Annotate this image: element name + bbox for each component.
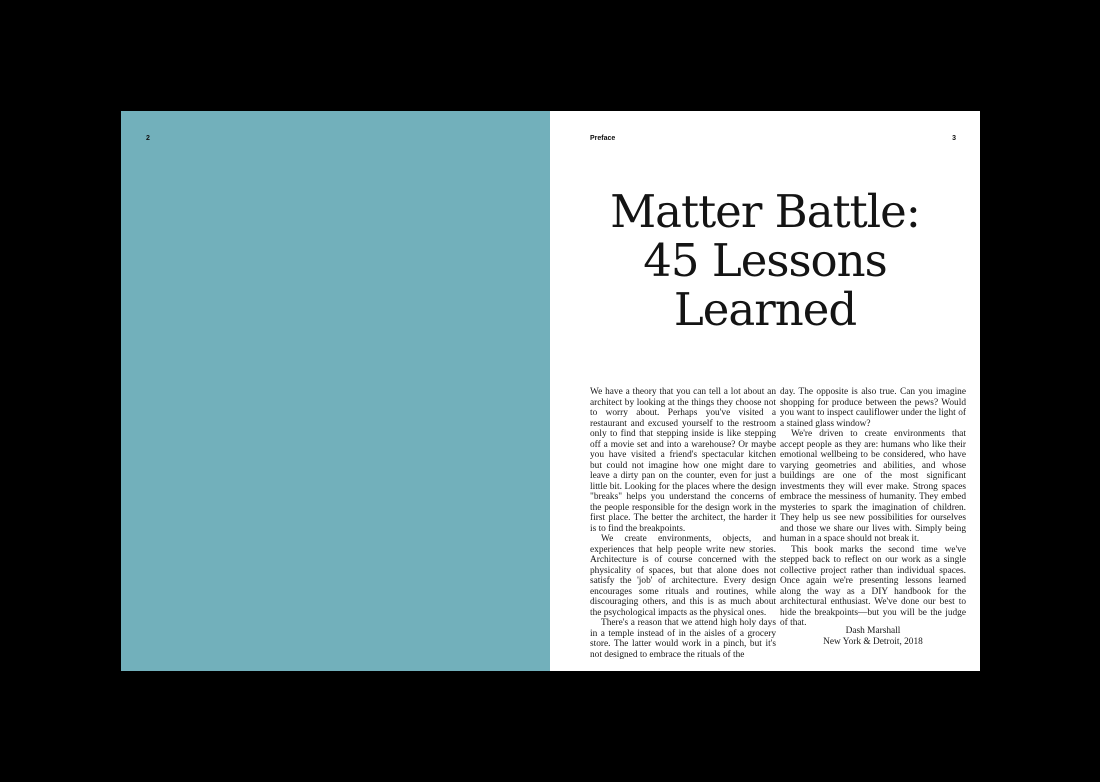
paragraph: This book marks the second time we've stepped back to reflect on our work as a single collective project rather than individual spaces. Once again we're presenting lessons learned along the way as a DIY handbook for the architectural enthusiast. We've done our best to hide the breakpoints—but you will be the judge of that.	[780, 544, 966, 628]
paragraph: We create environments, objects, and experiences that help people write new stories. Architecture is of course concerned with the physicality of spaces, but that alone does not satisfy the 'job' of architecture. Every design encourages some rituals and routines, while discouraging others, and this is as much about the psychological impacts as the physical ones.	[590, 534, 776, 618]
title-line: Learned	[673, 283, 857, 336]
signature	[780, 626, 966, 647]
paragraph: There's a reason that we attend high holy days in a temple instead of in the aisles of a grocery store. The latter would work in a pinch, but it's not designed to embrace the rituals of the	[590, 618, 776, 660]
paragraph: day. The opposite is also true. Can you imagine shopping for produce between the pews? Would you want to inspect cauliflower under the light of a stained glass window?	[780, 387, 966, 429]
right-page	[550, 111, 980, 671]
page-number-left: 2	[146, 135, 150, 142]
page-number-right: 3	[952, 135, 956, 142]
title-line: 45 Lessons	[643, 234, 887, 287]
page-title	[550, 187, 980, 334]
paragraph: We have a theory that you can tell a lot about an architect by looking at the things they choose not to worry about. Perhaps you've visited a restaurant and excused yourself to the restroom only to find that stepping inside is like stepping off a movie set and into a warehouse? Or maybe you have visited a friend's spectacular kitchen but could not imagine how one might dare to leave a dirty pan on the counter, even for just a little bit. Looking for the places where the design "breaks" helps you understand the concerns of the people responsible for the design work in the first place. The better the architect, the harder it is to find the breakpoints.	[590, 387, 776, 534]
running-head: Preface	[590, 135, 616, 142]
signature-place-date: New York & Detroit, 2018	[823, 636, 923, 647]
title-line: Matter Battle:	[610, 185, 920, 238]
signature-name: Dash Marshall	[845, 626, 901, 636]
paragraph: We're driven to create environments that accept people as they are: humans who like their emotional wellbeing to be considered, who have varying geometries and abilities, and whose buildings are one of the most significant investments they will ever make. Strong spaces embrace the messiness of humanity. They embed mysteries to spark the imagination of children. They help us see new possibilities for ourselves and those we share our lives with. Simply being human in a space should not break it.	[780, 429, 966, 544]
body-column-2	[780, 387, 966, 629]
left-page	[121, 111, 550, 671]
body-column-1	[590, 387, 776, 660]
book-spread	[121, 111, 980, 671]
